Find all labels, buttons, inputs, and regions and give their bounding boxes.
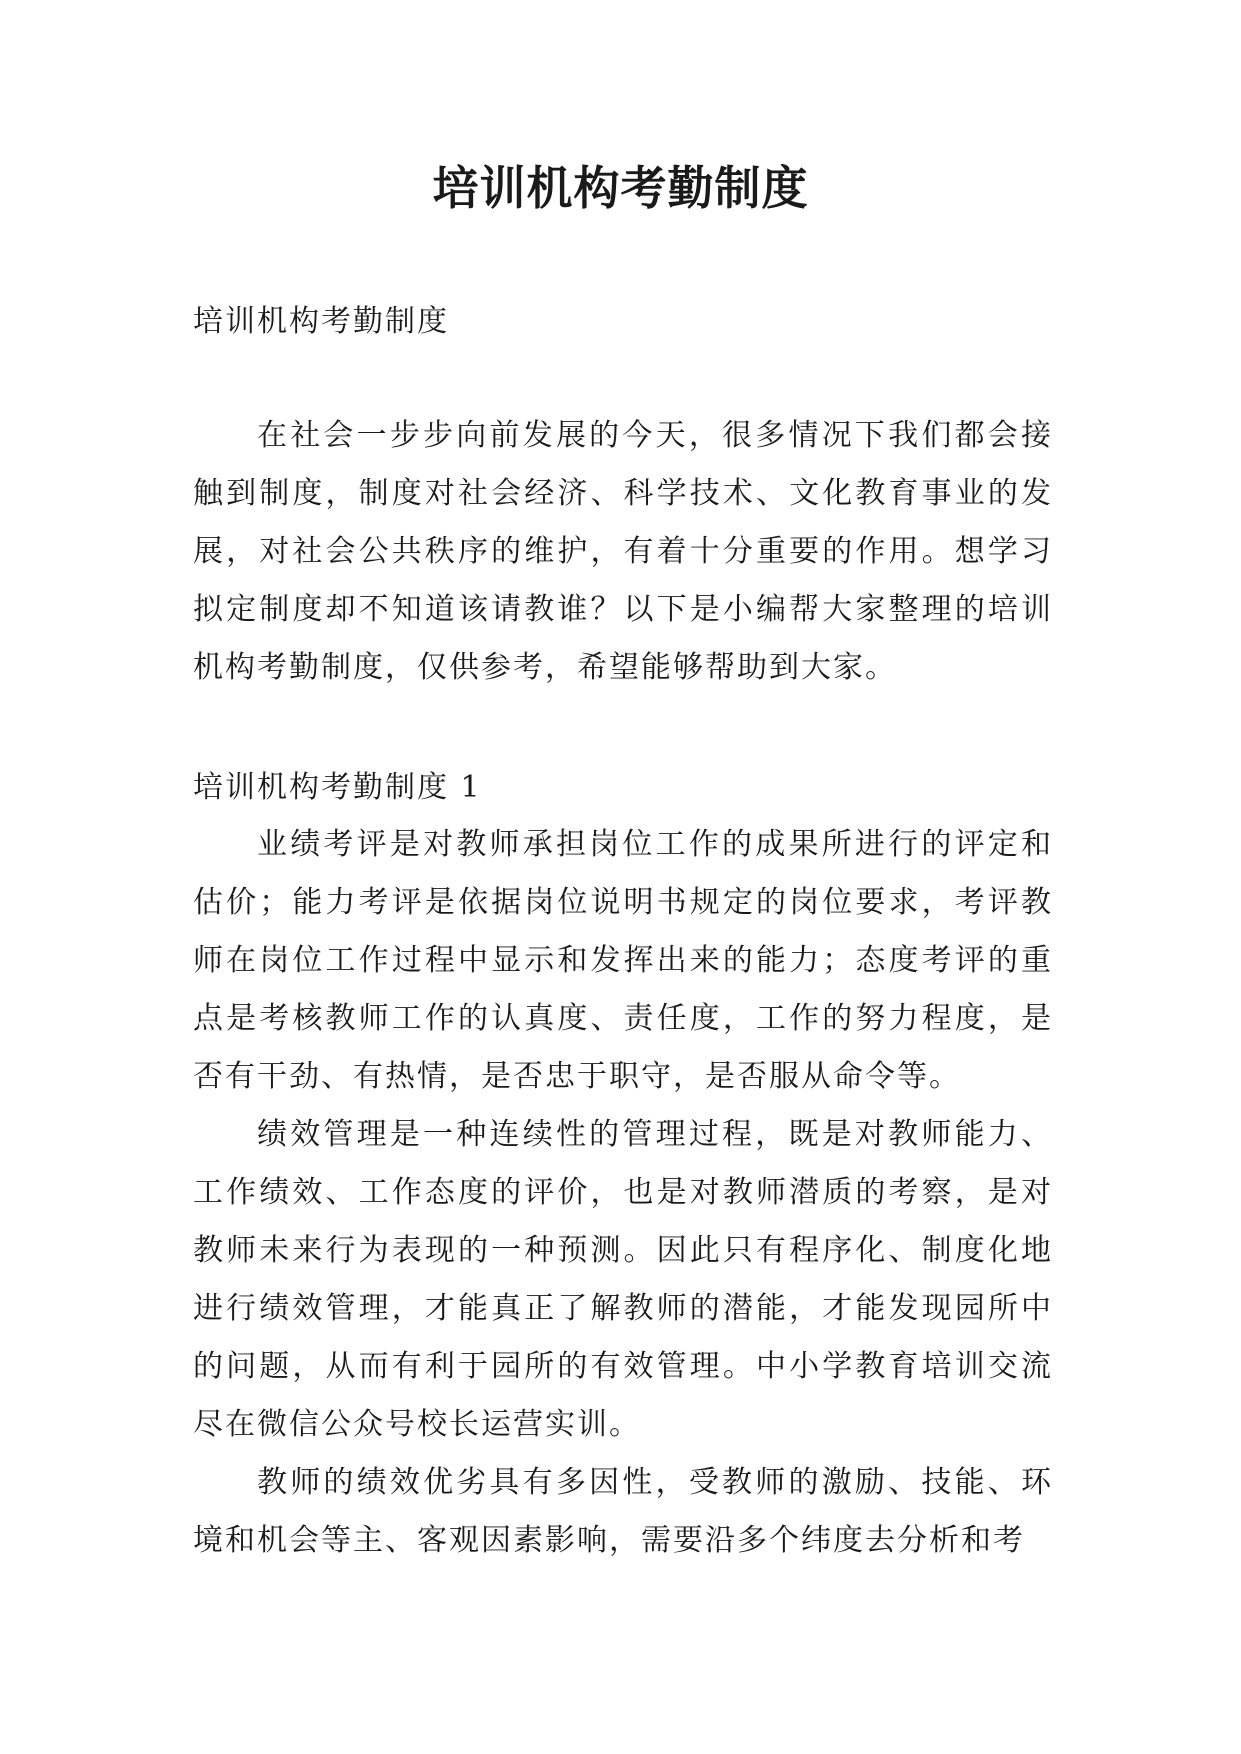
body-paragraph: 绩效管理是一种连续性的管理过程，既是对教师能力、工作绩效、工作态度的评价，也是对教师潜质的考察，是对教师未来行为表现的一种预测。因此只有程序化、制度化地进行绩效管理，才能真正了解教师的潜能，才能发现园所中的问题，从而有利于园所的有效管理。中小学教育培训交流尽在微信公众号校长运营实训。 [193, 1117, 1053, 1442]
document-subtitle: 培训机构考勤制度 [193, 304, 449, 339]
section-heading: 培训机构考勤制度 1 [193, 770, 482, 805]
document-title: 培训机构考勤制度 [432, 161, 809, 215]
body-paragraph: 业绩考评是对教师承担岗位工作的成果所进行的评定和估价；能力考评是依据岗位说明书规定的岗位要求，考评教师在岗位工作过程中显示和发挥出来的能力；态度考评的重点是考核教师工作的认真度、责任度，工作的努力程度，是否有干劲、有热情，是否忠于职守，是否服从命令等。 [193, 827, 1053, 1094]
intro-paragraph: 在社会一步步向前发展的今天，很多情况下我们都会接触到制度，制度对社会经济、科学技术、文化教育事业的发展，对社会公共秩序的维护，有着十分重要的作用。想学习拟定制度却不知道该请教谁？以下是小编帮大家整理的培训机构考勤制度，仅供参考，希望能够帮助到大家。 [193, 418, 1053, 685]
body-paragraph: 教师的绩效优劣具有多因性，受教师的激励、技能、环境和机会等主、客观因素影响，需要沿多个纬度去分析和考 [193, 1465, 1053, 1558]
